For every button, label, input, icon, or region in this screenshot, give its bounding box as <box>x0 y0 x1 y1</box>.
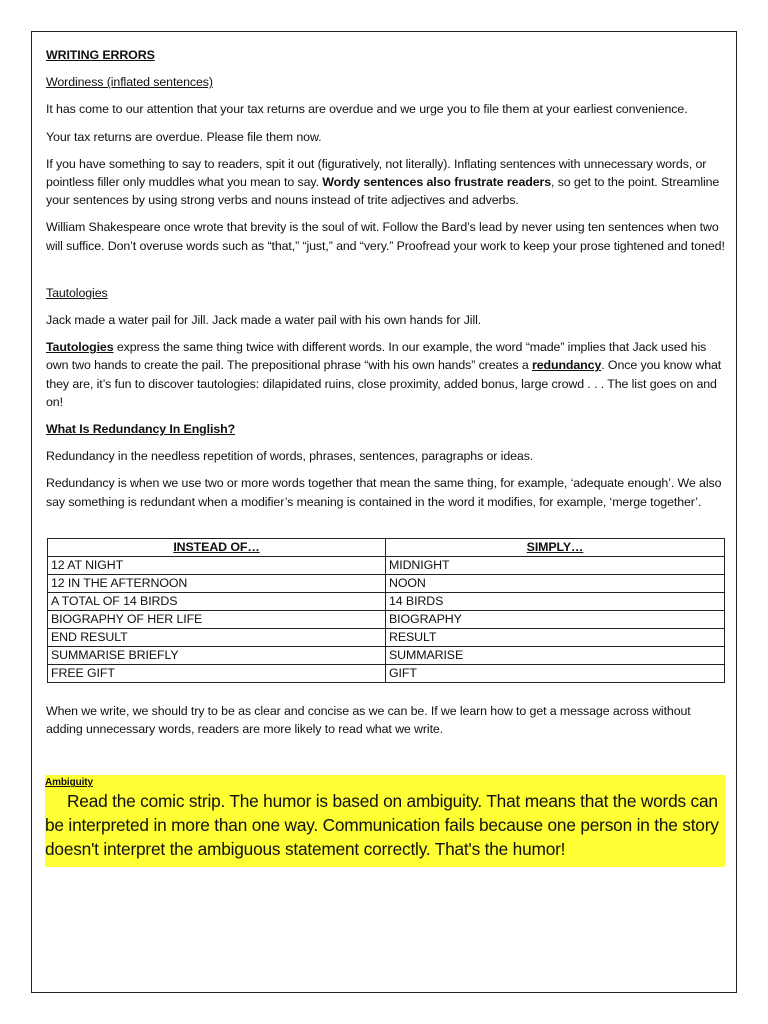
wordiness-p1-bold: Wordy sentences also frustrate readers <box>322 175 552 190</box>
table-row <box>48 664 725 682</box>
wordiness-paragraph-1 <box>46 155 726 210</box>
table-header-simply: SIMPLY… <box>386 538 725 556</box>
tautologies-term: Tautologies <box>46 340 114 355</box>
tautologies-text-b: . Once you know what they are, it’s fun to discover tautologies: dilapidated ruins, close proximity, added bonus, large crowd . . . The list goes on and on! <box>46 358 722 409</box>
table-header-row <box>48 538 725 556</box>
document-content <box>46 46 726 867</box>
ambiguity-highlight-box <box>45 775 725 867</box>
spacer <box>46 264 726 284</box>
document-page <box>31 31 737 993</box>
table-cell: 12 IN THE AFTERNOON <box>48 574 386 592</box>
tautologies-paragraph <box>46 338 726 411</box>
wordiness-paragraph-2: William Shakespeare once wrote that brevity is the soul of wit. Follow the Bard’s lead by never using ten sentences when two will suffice. Don’t overuse words such as “that,” “just,” and “very.” Proofread your work to keep your prose tightened and toned! <box>46 220 725 253</box>
table-cell: RESULT <box>386 628 725 646</box>
spacer <box>46 747 726 775</box>
ambiguity-title: Ambiguity <box>45 777 93 789</box>
tautologies-title: Tautologies <box>46 285 108 300</box>
table-header-instead: INSTEAD OF… <box>48 538 386 556</box>
table-row <box>48 556 725 574</box>
table-cell: END RESULT <box>48 628 386 646</box>
wordiness-p1-text-b: , so get to the point. Streamline your sentences by using strong verbs and nouns instead of trite adjectives and adverbs. <box>46 175 720 208</box>
wordiness-title: Wordiness (inflated sentences) <box>46 75 213 90</box>
table-row <box>48 610 725 628</box>
tautologies-text-a: express the same thing twice with different words. In our example, the word “made” implies that Jack used his own two hands to create the pail. The prepositional phrase “with his own hands” creates a <box>46 340 707 373</box>
wordiness-example-short: Your tax returns are overdue. Please file them now. <box>46 129 322 144</box>
conclusion-paragraph: When we write, we should try to be as clear and concise as we can be. If we learn how to get a message across without adding unnecessary words, readers are more likely to read what we write. <box>46 703 691 737</box>
table-cell: 14 BIRDS <box>386 592 725 610</box>
wordiness-p1-text-a: If you have something to say to readers, spit it out (figuratively, not literally). Inflating sentences with unnecessary words, or pointless filler only muddles what you mean to say. <box>46 156 707 190</box>
redundancy-paragraph-2: Redundancy is when we use two or more words together that mean the same thing, for example, ‘adequate enough’. We also say something is redundant when a modifier’s meaning is contained in the word it modifies, for example, ‘merge together’. <box>46 476 722 509</box>
tautologies-example: Jack made a water pail for Jill. Jack made a water pail with his own hands for Jill. <box>46 313 482 328</box>
table-cell: MIDNIGHT <box>386 556 725 574</box>
table-cell: SUMMARISE BRIEFLY <box>48 646 386 664</box>
ambiguity-text: Read the comic strip. The humor is based on ambiguity. That means that the words can be interpreted in more than one way. Communication fails because one person in the story doesn't interpret the ambiguous statement correctly. That's the humor! <box>45 791 719 860</box>
table-row <box>48 592 725 610</box>
table-cell: A TOTAL OF 14 BIRDS <box>48 592 386 610</box>
table-row <box>48 628 725 646</box>
table-cell: GIFT <box>386 664 725 682</box>
table-row <box>48 574 725 592</box>
table-cell: SUMMARISE <box>386 646 725 664</box>
table-cell: 12 AT NIGHT <box>48 556 386 574</box>
table-cell: NOON <box>386 574 725 592</box>
redundancy-term: redundancy <box>532 358 602 373</box>
table-cell: BIOGRAPHY <box>386 610 725 628</box>
redundancy-paragraph-1: Redundancy in the needless repetition of words, phrases, sentences, paragraphs or ideas. <box>46 449 534 464</box>
table-row <box>48 646 725 664</box>
document-heading: WRITING ERRORS <box>46 48 155 62</box>
spacer <box>46 520 726 538</box>
redundancy-title: What Is Redundancy In English? <box>46 422 236 437</box>
table-cell: BIOGRAPHY OF HER LIFE <box>48 610 386 628</box>
table-cell: FREE GIFT <box>48 664 386 682</box>
redundancy-table <box>47 538 725 683</box>
wordiness-example-long: It has come to our attention that your tax returns are overdue and we urge you to file them at your earliest convenience. <box>46 102 688 117</box>
ambiguity-body <box>45 789 725 861</box>
